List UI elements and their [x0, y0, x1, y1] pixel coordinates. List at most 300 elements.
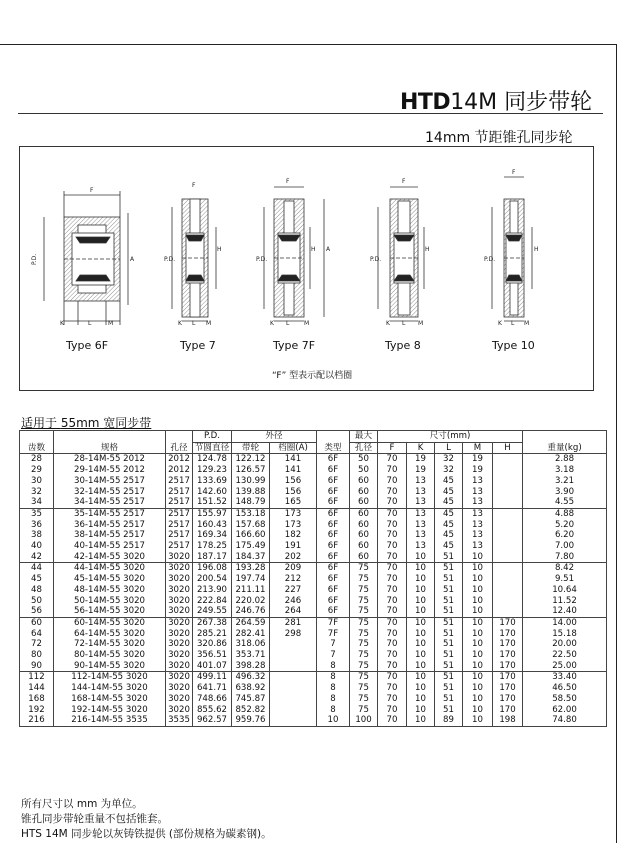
- table-cell: 156: [270, 476, 317, 487]
- table-cell: 641.71: [193, 683, 232, 694]
- dim-h-8: H: [425, 246, 430, 253]
- table-cell: 45: [435, 508, 463, 519]
- table-cell: 6F: [317, 563, 350, 574]
- table-cell: 6F: [317, 454, 350, 465]
- table-cell: 90: [20, 661, 54, 672]
- th-weight: 重量(kg): [523, 431, 607, 454]
- table-cell: 75: [350, 661, 378, 672]
- table-cell: [493, 596, 523, 607]
- table-cell: 75: [350, 617, 378, 628]
- table-cell: 10: [407, 661, 435, 672]
- table-cell: 6.20: [523, 530, 607, 541]
- table-cell: 42-14M-55 3020: [54, 552, 166, 563]
- table-cell: 13: [463, 487, 493, 498]
- table-cell: 356.51: [193, 650, 232, 661]
- table-cell: 100: [350, 715, 378, 726]
- table-cell: 173: [270, 508, 317, 519]
- table-cell: 29-14M-55 2012: [54, 465, 166, 476]
- table-cell: 70: [378, 497, 407, 508]
- table-row: [20, 487, 607, 498]
- table-cell: 141: [270, 454, 317, 465]
- table-cell: 3020: [166, 606, 193, 617]
- table-cell: 13: [407, 530, 435, 541]
- table-row: [20, 672, 607, 683]
- table-cell: 38: [20, 530, 54, 541]
- table-row: [20, 661, 607, 672]
- table-cell: 3020: [166, 672, 193, 683]
- table-cell: 10: [407, 617, 435, 628]
- right-border: [616, 44, 617, 843]
- table-cell: 638.92: [232, 683, 270, 694]
- dim-f-8: F: [402, 178, 406, 185]
- type-7-drawing: [172, 199, 216, 321]
- table-cell: 170: [493, 672, 523, 683]
- table-cell: 170: [493, 661, 523, 672]
- table-cell: 19: [407, 454, 435, 465]
- table-cell: 112-14M-55 3020: [54, 672, 166, 683]
- type-7f-drawing: [264, 187, 324, 321]
- table-cell: 285.21: [193, 629, 232, 640]
- spec-table-body: [20, 454, 607, 727]
- table-cell: [493, 541, 523, 552]
- table-cell: 6F: [317, 497, 350, 508]
- table-cell: 3020: [166, 596, 193, 607]
- dim-m-10: M: [524, 320, 530, 327]
- table-cell: 170: [493, 683, 523, 694]
- table-cell: 10: [407, 574, 435, 585]
- table-cell: 44: [20, 563, 54, 574]
- table-row: [20, 552, 607, 563]
- dim-l-10: L: [511, 320, 515, 327]
- table-cell: 10: [407, 552, 435, 563]
- table-cell: 6F: [317, 552, 350, 563]
- table-cell: 10: [463, 617, 493, 628]
- table-cell: [493, 606, 523, 617]
- table-cell: 75: [350, 563, 378, 574]
- table-cell: 200.54: [193, 574, 232, 585]
- table-cell: 2517: [166, 541, 193, 552]
- table-cell: 32-14M-55 2517: [54, 487, 166, 498]
- table-cell: 2517: [166, 520, 193, 531]
- table-cell: 182: [270, 530, 317, 541]
- table-cell: 4.88: [523, 508, 607, 519]
- table-cell: 40-14M-55 2517: [54, 541, 166, 552]
- th-pitch-dia: 节圆直径: [193, 442, 232, 454]
- table-cell: 122.12: [232, 454, 270, 465]
- page-title: [400, 85, 592, 116]
- table-cell: 2012: [166, 465, 193, 476]
- dim-l-7: L: [192, 320, 196, 327]
- table-cell: 35: [20, 508, 54, 519]
- dim-f-6f: F: [90, 187, 94, 194]
- dim-pd-8: P.D.: [370, 256, 382, 263]
- table-cell: 32: [435, 454, 463, 465]
- table-cell: 7.00: [523, 541, 607, 552]
- table-cell: 2517: [166, 476, 193, 487]
- table-cell: 90-14M-55 3020: [54, 661, 166, 672]
- table-cell: [270, 694, 317, 705]
- table-cell: 10: [407, 715, 435, 726]
- table-cell: 6F: [317, 476, 350, 487]
- table-cell: 155.97: [193, 508, 232, 519]
- table-cell: 75: [350, 574, 378, 585]
- table-cell: 9.51: [523, 574, 607, 585]
- table-cell: [270, 683, 317, 694]
- table-cell: 10: [407, 672, 435, 683]
- flange-note: “F” 型表示配以档圈: [272, 371, 353, 381]
- dim-pd-6f: P.D.: [31, 253, 38, 265]
- table-cell: 70: [378, 574, 407, 585]
- table-cell: 3.18: [523, 465, 607, 476]
- table-cell: 6F: [317, 465, 350, 476]
- table-cell: 50: [350, 465, 378, 476]
- table-cell: [270, 661, 317, 672]
- table-cell: 175.49: [232, 541, 270, 552]
- table-cell: 4.55: [523, 497, 607, 508]
- table-cell: 10: [407, 650, 435, 661]
- table-cell: [493, 487, 523, 498]
- table-cell: 19: [463, 454, 493, 465]
- table-cell: 211.11: [232, 585, 270, 596]
- table-cell: [493, 574, 523, 585]
- table-cell: 75: [350, 606, 378, 617]
- table-cell: 168: [20, 694, 54, 705]
- table-cell: 6F: [317, 487, 350, 498]
- table-cell: 10: [463, 563, 493, 574]
- table-cell: 157.68: [232, 520, 270, 531]
- table-cell: 10: [407, 563, 435, 574]
- type-8-drawing: [378, 187, 424, 321]
- table-cell: 353.71: [232, 650, 270, 661]
- th-flange: 档圈(A): [270, 442, 317, 454]
- table-cell: 7.80: [523, 552, 607, 563]
- table-cell: 75: [350, 596, 378, 607]
- table-cell: 74.80: [523, 715, 607, 726]
- table-cell: 8: [317, 672, 350, 683]
- table-cell: 45: [435, 541, 463, 552]
- th-maxbore-2: 孔径: [350, 442, 378, 454]
- table-cell: 8: [317, 683, 350, 694]
- footer-line-1: 所有尺寸以 mm 为单位。: [21, 798, 143, 810]
- th-l: L: [435, 442, 463, 454]
- table-cell: 8: [317, 694, 350, 705]
- table-cell: 51: [435, 639, 463, 650]
- table-cell: 10: [407, 585, 435, 596]
- dim-pd-10: P.D.: [484, 256, 496, 263]
- table-cell: 3020: [166, 683, 193, 694]
- table-cell: 70: [378, 715, 407, 726]
- table-cell: 36-14M-55 2517: [54, 520, 166, 531]
- table-cell: 60: [350, 552, 378, 563]
- table-cell: 58.50: [523, 694, 607, 705]
- table-cell: 3020: [166, 694, 193, 705]
- table-cell: 193.28: [232, 563, 270, 574]
- table-cell: 3020: [166, 661, 193, 672]
- table-cell: 13: [407, 508, 435, 519]
- dim-pd-7: P.D.: [164, 256, 176, 263]
- table-cell: 3020: [166, 650, 193, 661]
- table-cell: 852.82: [232, 705, 270, 716]
- table-cell: 267.38: [193, 617, 232, 628]
- table-cell: 320.86: [193, 639, 232, 650]
- table-cell: 10: [463, 574, 493, 585]
- table-cell: 12.40: [523, 606, 607, 617]
- table-cell: 70: [378, 487, 407, 498]
- table-cell: 28: [20, 454, 54, 465]
- table-cell: [270, 715, 317, 726]
- table-cell: 3020: [166, 585, 193, 596]
- table-cell: 192: [20, 705, 54, 716]
- table-cell: 3020: [166, 629, 193, 640]
- table-cell: 10: [463, 683, 493, 694]
- th-f: F: [378, 442, 407, 454]
- table-cell: 13: [463, 508, 493, 519]
- table-cell: 34-14M-55 2517: [54, 497, 166, 508]
- table-cell: 112: [20, 672, 54, 683]
- table-row: [20, 585, 607, 596]
- type-label-10: Type 10: [492, 339, 535, 352]
- table-cell: 11.52: [523, 596, 607, 607]
- dim-k-7: K: [178, 320, 182, 327]
- table-cell: 246.76: [232, 606, 270, 617]
- table-cell: 70: [378, 683, 407, 694]
- table-cell: 8: [317, 705, 350, 716]
- table-cell: 198: [493, 715, 523, 726]
- header-row-1: [20, 431, 607, 443]
- table-cell: 45: [435, 476, 463, 487]
- table-cell: 6F: [317, 596, 350, 607]
- table-row: [20, 476, 607, 487]
- table-cell: 133.69: [193, 476, 232, 487]
- table-cell: 46.50: [523, 683, 607, 694]
- table-cell: 6F: [317, 508, 350, 519]
- table-cell: 56: [20, 606, 54, 617]
- table-cell: 748.66: [193, 694, 232, 705]
- dim-a-7f: A: [326, 246, 331, 253]
- footer-line-3: HTS 14M 同步轮以灰铸铁提供 (部份规格为碳素钢)。: [21, 828, 272, 840]
- table-cell: 3020: [166, 563, 193, 574]
- table-cell: 10: [407, 683, 435, 694]
- table-cell: [270, 705, 317, 716]
- title-main: 14M 同步带轮: [450, 90, 593, 115]
- table-cell: 3020: [166, 617, 193, 628]
- table-cell: 10.64: [523, 585, 607, 596]
- table-cell: 220.02: [232, 596, 270, 607]
- table-cell: 45: [435, 497, 463, 508]
- type-label-7: Type 7: [180, 339, 216, 352]
- table-cell: 129.23: [193, 465, 232, 476]
- table-cell: 48: [20, 585, 54, 596]
- table-cell: 20.00: [523, 639, 607, 650]
- table-cell: 40: [20, 541, 54, 552]
- table-cell: 45: [20, 574, 54, 585]
- table-cell: 170: [493, 629, 523, 640]
- table-row: [20, 629, 607, 640]
- table-cell: 51: [435, 606, 463, 617]
- table-cell: 8: [317, 661, 350, 672]
- table-cell: 51: [435, 574, 463, 585]
- table-cell: 249.55: [193, 606, 232, 617]
- table-cell: [493, 563, 523, 574]
- table-cell: 142.60: [193, 487, 232, 498]
- table-cell: 51: [435, 552, 463, 563]
- table-cell: 51: [435, 661, 463, 672]
- section-prefix: 适用于: [21, 416, 61, 430]
- table-cell: 3.90: [523, 487, 607, 498]
- table-cell: 75: [350, 585, 378, 596]
- table-cell: 44-14M-55 3020: [54, 563, 166, 574]
- table-cell: 10: [463, 661, 493, 672]
- table-cell: 170: [493, 617, 523, 628]
- dim-m-7: M: [206, 320, 212, 327]
- table-row: [20, 650, 607, 661]
- table-cell: [270, 639, 317, 650]
- th-pd: P.D.: [193, 431, 232, 443]
- table-cell: 10: [407, 694, 435, 705]
- table-cell: 25.00: [523, 661, 607, 672]
- table-cell: 51: [435, 596, 463, 607]
- table-cell: 264.59: [232, 617, 270, 628]
- table-cell: 45: [435, 487, 463, 498]
- table-cell: 13: [407, 476, 435, 487]
- type-10-drawing: [492, 177, 532, 321]
- table-cell: 187.17: [193, 552, 232, 563]
- table-cell: 48-14M-55 3020: [54, 585, 166, 596]
- table-cell: 2517: [166, 508, 193, 519]
- table-cell: 42: [20, 552, 54, 563]
- table-row: [20, 596, 607, 607]
- table-cell: 64: [20, 629, 54, 640]
- page-subtitle: 14mm 节距锥孔同步轮: [425, 130, 573, 146]
- th-type: 类型: [317, 431, 350, 454]
- table-cell: 3020: [166, 705, 193, 716]
- table-cell: 70: [378, 672, 407, 683]
- table-cell: 70: [378, 541, 407, 552]
- table-cell: 282.41: [232, 629, 270, 640]
- table-cell: 10: [463, 629, 493, 640]
- table-cell: 10: [407, 705, 435, 716]
- table-cell: 2517: [166, 487, 193, 498]
- table-cell: 45-14M-55 3020: [54, 574, 166, 585]
- table-cell: 144-14M-55 3020: [54, 683, 166, 694]
- table-cell: 10: [463, 639, 493, 650]
- table-cell: 170: [493, 705, 523, 716]
- table-cell: 75: [350, 639, 378, 650]
- table-cell: 32: [20, 487, 54, 498]
- table-cell: 222.84: [193, 596, 232, 607]
- table-cell: 124.78: [193, 454, 232, 465]
- table-cell: 19: [463, 465, 493, 476]
- table-cell: 6F: [317, 606, 350, 617]
- table-cell: 51: [435, 563, 463, 574]
- table-cell: 3535: [166, 715, 193, 726]
- table-cell: 166.60: [232, 530, 270, 541]
- title-prefix: HTD: [400, 90, 451, 115]
- table-cell: 13: [407, 520, 435, 531]
- table-cell: 168-14M-55 3020: [54, 694, 166, 705]
- table-cell: 50: [350, 454, 378, 465]
- table-cell: 51: [435, 585, 463, 596]
- table-cell: [493, 465, 523, 476]
- table-cell: 51: [435, 705, 463, 716]
- table-cell: 30-14M-55 2517: [54, 476, 166, 487]
- table-cell: 70: [378, 552, 407, 563]
- pulley-drawings: [20, 147, 593, 390]
- table-cell: 184.37: [232, 552, 270, 563]
- dim-m-6f: M: [108, 320, 114, 327]
- table-cell: 8.42: [523, 563, 607, 574]
- table-cell: 75: [350, 650, 378, 661]
- table-cell: 178.25: [193, 541, 232, 552]
- table-cell: 148.79: [232, 497, 270, 508]
- table-cell: 32: [435, 465, 463, 476]
- table-cell: 401.07: [193, 661, 232, 672]
- dim-f-7: F: [192, 182, 196, 189]
- dim-f-10: F: [512, 169, 516, 176]
- section-width: 55mm: [60, 416, 100, 430]
- table-cell: 169.34: [193, 530, 232, 541]
- table-cell: 7F: [317, 629, 350, 640]
- table-cell: 13: [407, 487, 435, 498]
- table-row: [20, 563, 607, 574]
- table-cell: 160.43: [193, 520, 232, 531]
- table-cell: 36: [20, 520, 54, 531]
- table-cell: 144: [20, 683, 54, 694]
- table-cell: 60-14M-55 3020: [54, 617, 166, 628]
- table-cell: 30: [20, 476, 54, 487]
- table-cell: [493, 497, 523, 508]
- table-cell: 130.99: [232, 476, 270, 487]
- table-cell: 3020: [166, 639, 193, 650]
- table-cell: [493, 585, 523, 596]
- table-cell: 60: [350, 541, 378, 552]
- table-row: [20, 705, 607, 716]
- table-cell: 13: [407, 497, 435, 508]
- table-cell: 126.57: [232, 465, 270, 476]
- table-cell: 745.87: [232, 694, 270, 705]
- table-cell: 173: [270, 520, 317, 531]
- type-6f-drawing: [44, 191, 128, 325]
- dim-l-8: L: [402, 320, 406, 327]
- table-cell: 398.28: [232, 661, 270, 672]
- table-row: [20, 574, 607, 585]
- table-cell: 153.18: [232, 508, 270, 519]
- table-row: [20, 520, 607, 531]
- table-cell: 72: [20, 639, 54, 650]
- table-cell: [493, 454, 523, 465]
- table-cell: 70: [378, 705, 407, 716]
- dim-k-6f: K: [60, 320, 64, 327]
- footer-line-2: 锥孔同步带轮重量不包括锥套。: [21, 813, 168, 825]
- table-cell: 60: [350, 520, 378, 531]
- table-cell: 45: [435, 530, 463, 541]
- table-cell: 197.74: [232, 574, 270, 585]
- table-cell: [270, 650, 317, 661]
- dim-h-7: H: [217, 246, 222, 253]
- table-cell: 38-14M-55 2517: [54, 530, 166, 541]
- table-cell: 216: [20, 715, 54, 726]
- th-m: M: [463, 442, 493, 454]
- table-cell: 72-14M-55 3020: [54, 639, 166, 650]
- table-cell: 75: [350, 705, 378, 716]
- table-cell: 10: [463, 552, 493, 563]
- title-rule: [18, 113, 603, 114]
- table-cell: 75: [350, 672, 378, 683]
- table-row: [20, 683, 607, 694]
- table-cell: 2012: [166, 454, 193, 465]
- table-cell: 22.50: [523, 650, 607, 661]
- table-cell: 51: [435, 694, 463, 705]
